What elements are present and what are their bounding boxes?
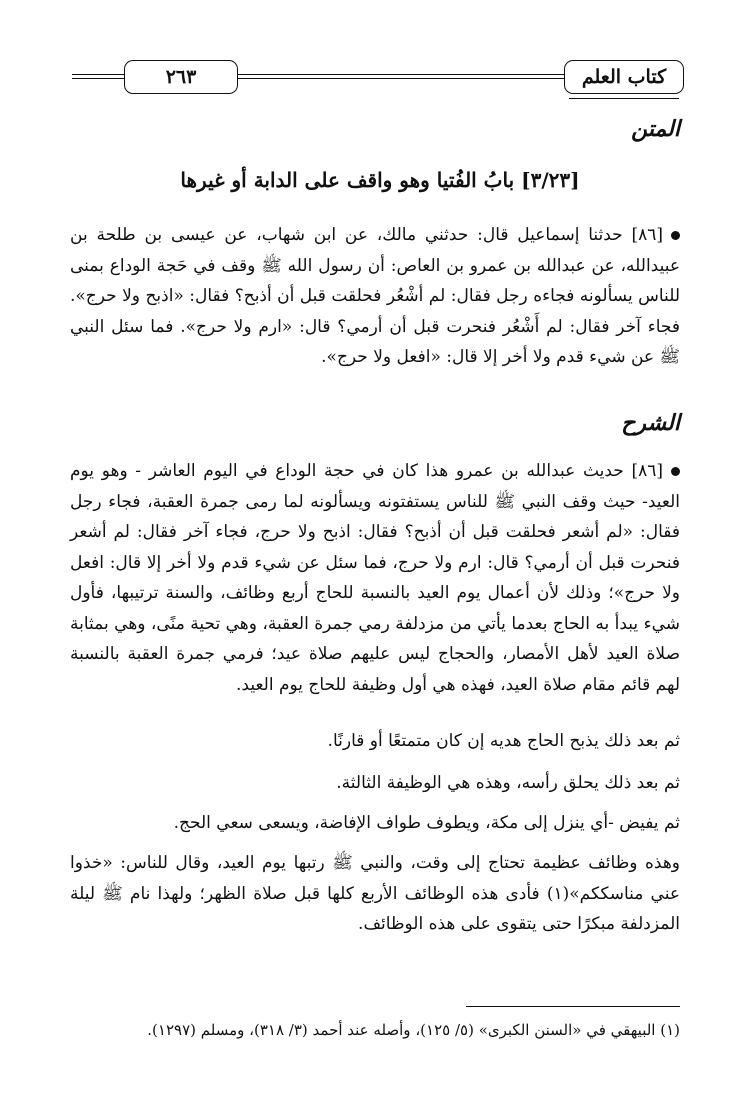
sharh-paragraph-2: ثم بعد ذلك يذبح الحاج هديه إن كان متمتعًا أو قارنًا. [327, 731, 680, 751]
sharh-paragraph-1 [70, 456, 680, 700]
matn-label: المتن [631, 116, 680, 142]
footnote: (١) البيهقي في «السنن الكبرى» (٥/ ١٢٥)، وأصله عند أحمد (٣/ ٣١٨)، ومسلم (١٢٩٧). [147, 1021, 680, 1039]
book-title: كتاب العلم [564, 60, 684, 94]
sharh-paragraph-4: ثم يفيض -أي ينزل إلى مكة، ويطوف طواف الإفاضة، ويسعى سعي الحج. [173, 813, 680, 833]
sharh-paragraph-3: ثم بعد ذلك يحلق رأسه، وهذه هي الوظيفة الثالثة. [336, 773, 680, 793]
sharh-text-1: [٨٦] حديث عبدالله بن عمرو هذا كان في حجة الوداع في اليوم العاشر - وهو يوم العيد- حيث وقف النبي ﷺ للناس يستفتونه ويسألونه لما رمى جمرة العقبة، فجاء رجل فقال: «لم أشعر فحلقت قبل أن أذبح؟ فقال: اذبح ولا حرج، فجاء آخر فقال: لم أشعر فنحرت قبل أن أرمي؟ قال: ارم ولا حرج، فما سئل عن شيء قدم ولا أخر إلا قال: افعل ولا حرج»؛ وذلك لأن أعمال يوم العيد بالنسبة للحاج أربع وظائف، والسنة ترتيبها، فأول شيء يبدأ به الحاج بعدما يأتي من مزدلفة رمي جمرة العقبة، وهي تحية منًى، وهي بمثابة صلاة العيد لأهل الأمصار، والحجاج ليس عليهم صلاة عيد؛ فرمي جمرة العقبة بالنسبة لهم قائم مقام صلاة العيد، فهذه هي أول وظيفة للحاج يوم العيد. [70, 461, 680, 695]
page-header [72, 54, 682, 100]
footnote-divider [466, 1006, 680, 1007]
matn-paragraph [70, 220, 680, 373]
header-rule-left [72, 74, 127, 79]
bullet-icon [671, 231, 680, 240]
chapter-title: [٣/٢٣] بابُ الفُتيا وهو واقف على الدابة أو غيرها [180, 168, 580, 192]
sharh-paragraph-5: وهذه وظائف عظيمة تحتاج إلى وقت، والنبي ﷺ رتبها يوم العيد، وقال للناس: «خذوا عني مناسككم»(١) فأدى هذه الوظائف الأربع كلها قبل صلاة الظهر؛ ولهذا نام ﷺ ليلة المزدلفة مبكرًا حتى يتقوى على هذه الوظائف. [70, 853, 680, 934]
matn-text: [٨٦] حدثنا إسماعيل قال: حدثني مالك، عن ابن شهاب، عن عيسى بن طلحة بن عبيدالله، عن عبدالله بن عمرو بن العاص: أن رسول الله ﷺ وقف في حَجة الوداع بمنى للناس يسألونه فجاءه رجل فقال: لم أشْعُر فحلقت قبل أن أذبح؟ فقال: «اذبح ولا حرج». فجاء آخر فقال: لم أَشْعُر فنحرت قبل أن أرمي؟ قال: «ارم ولا حرج». فما سئل النبي ﷺ عن شيء قدم ولا أخر إلا قال: «افعل ولا حرج». [70, 225, 680, 367]
page-number: ٢٦٣ [124, 60, 238, 94]
bullet-icon [671, 467, 680, 476]
header-rule-middle [234, 74, 566, 79]
sharh-label: الشرح [621, 410, 680, 436]
